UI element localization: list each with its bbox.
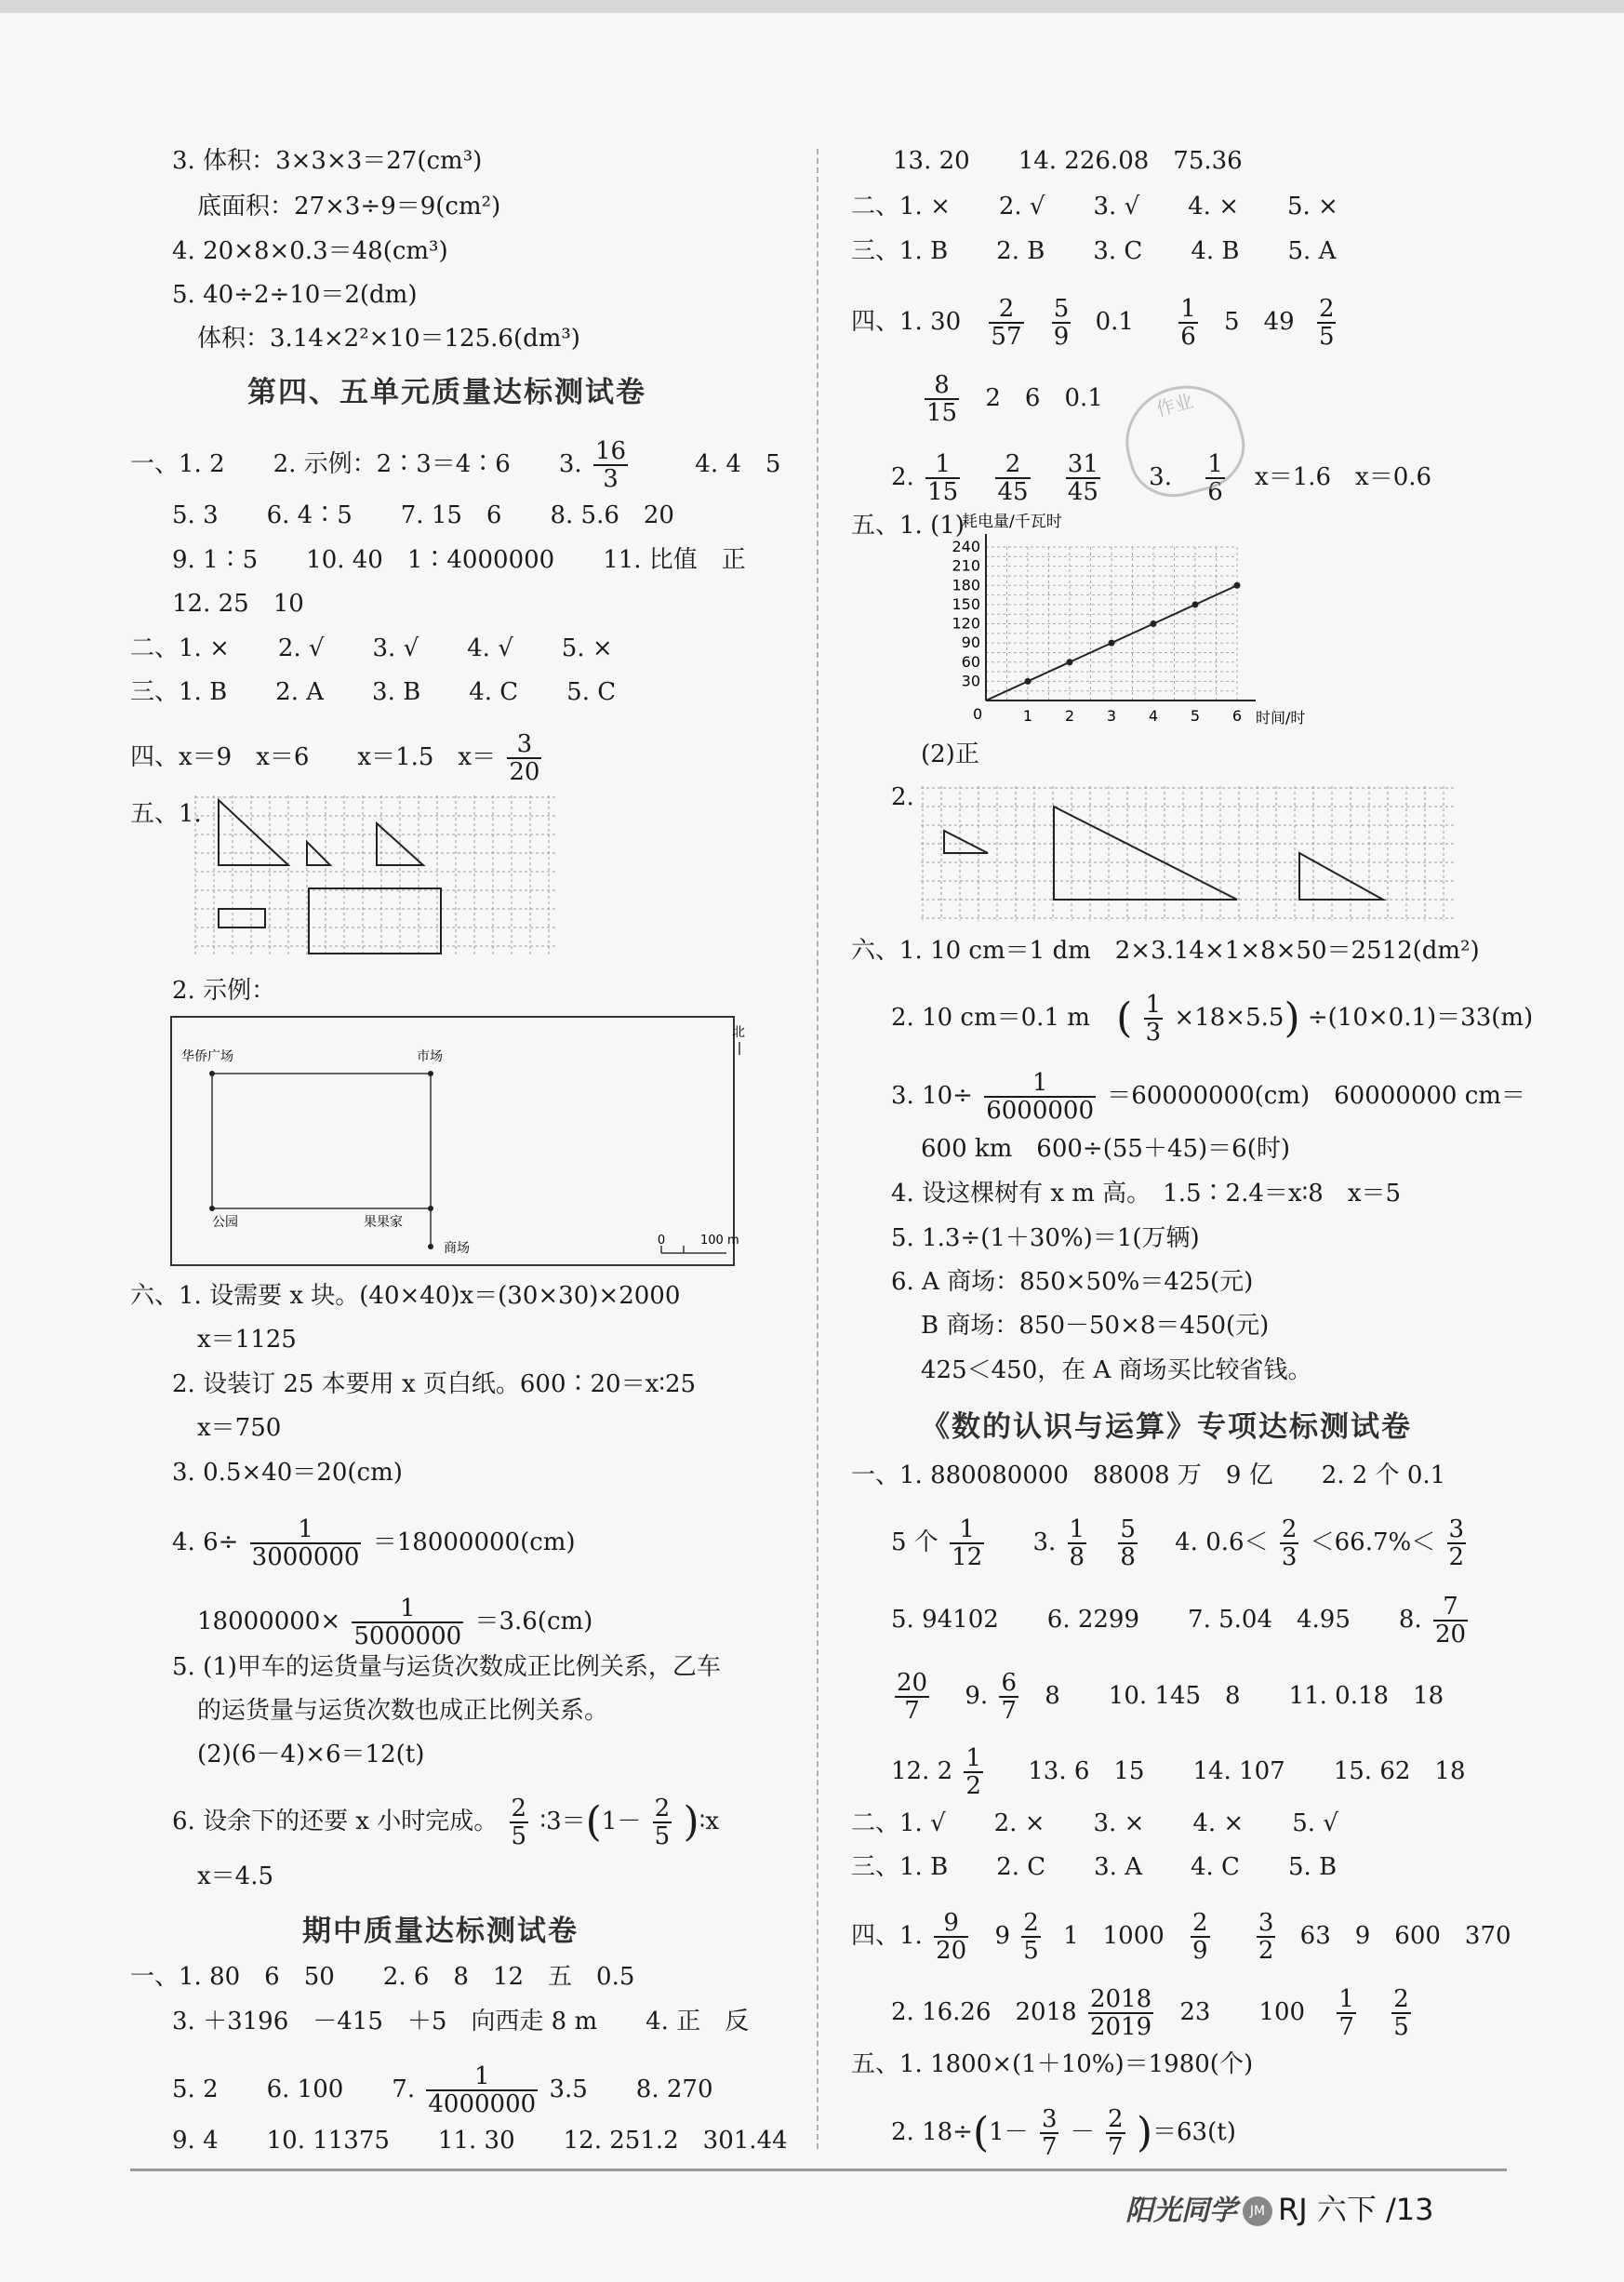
answer-line: x＝4.5: [197, 1862, 274, 1890]
answer-line: 9. 4 10. 11375 11. 30 12. 251.2 301.44: [172, 2127, 788, 2155]
answer-line: 六、1. 设需要 x 块。(40×40)x＝(30×30)×2000: [130, 1282, 681, 1310]
answer-line: 4. 20×8×0.3＝48(cm³): [172, 237, 448, 265]
fraction: $\frac{2}{5}$: [1023, 1909, 1039, 1965]
fraction: $\frac{1}{12}$: [952, 1515, 983, 1571]
fraction: $\frac{5}{8}$: [1120, 1515, 1136, 1571]
answer-line: 425＜450，在 A 商场买比较省钱。: [921, 1356, 1312, 1384]
fraction: $\frac{1}{4000000}$: [428, 2062, 537, 2118]
fraction: $\frac{7}{20}$: [1434, 1593, 1467, 1648]
answer-line: 的运货量与运货次数也成正比例关系。: [197, 1697, 609, 1725]
data-point: [1067, 659, 1073, 665]
answer-line: 二、1. √ 2. × 3. × 4. × 5. √: [851, 1809, 1338, 1837]
fraction: $\frac{2}{7}$: [1108, 2105, 1124, 2161]
answer-line: 5. (1)甲车的运货量与运货次数成正比例关系，乙车: [172, 1653, 721, 1681]
answer-line: 一、1. 2 2. 示例：2∶3＝4∶6 3. $\frac{16}{3}$ 4. 4 5: [130, 437, 781, 493]
answer-line: 五、1. (1): [851, 512, 965, 540]
footer-rule: [130, 2169, 1507, 2171]
data-point: [1192, 601, 1199, 607]
fraction: $\frac{31}{45}$: [1067, 450, 1098, 506]
rectangle-shape: [309, 888, 441, 954]
y-tick-label: 90: [961, 634, 980, 652]
answer-line: 3. 体积：3×3×3＝27(cm³): [172, 147, 483, 175]
scaled-triangles-grid: [921, 786, 1456, 921]
answer-line: 四、x＝9 x＝6 x＝1.5 x＝ $\frac{3}{20}$: [130, 730, 540, 786]
x-tick-label: 1: [1022, 707, 1033, 725]
answer-line: 3. ＋3196 －415 ＋5 向西走 8 m 4. 正 反: [172, 2008, 750, 2035]
fraction: $\frac{9}{20}$: [936, 1909, 967, 1965]
column-divider: [817, 149, 819, 2149]
scale-label: 0: [657, 1234, 666, 1248]
fraction: $\frac{2}{45}$: [997, 450, 1029, 506]
y-tick-label: 210: [952, 556, 980, 575]
answer-line: 2. 18÷(1－ $\frac{3}{7}$ － $\frac{2}{7}$ )＝63(t): [891, 2105, 1236, 2161]
answer-line: 底面积：27×3÷9＝9(cm²): [197, 193, 501, 220]
map-label: 公园: [212, 1215, 238, 1230]
answer-line: x＝1125: [197, 1326, 297, 1354]
answer-line: 2. 示例：: [172, 977, 276, 1005]
data-point: [1025, 678, 1032, 685]
y-tick-label: 180: [952, 576, 980, 594]
answer-line: 二、1. × 2. √ 3. √ 4. × 5. ×: [851, 193, 1338, 220]
answer-line: 4. 设这棵树有 x m 高。 1.5∶2.4＝x∶8 x＝5: [891, 1180, 1402, 1208]
rectangle-shape: [219, 909, 265, 927]
answer-line: 一、1. 880080000 88008 万 9 亿 2. 2 个 0.1: [851, 1461, 1446, 1489]
y-tick-label: 240: [952, 538, 980, 555]
location-map: [170, 1016, 745, 1267]
fraction: $\frac{2}{5}$: [1318, 295, 1335, 351]
fraction: $\frac{2}{5}$: [1393, 1985, 1409, 2041]
answer-line: 三、1. B 2. A 3. B 4. C 5. C: [130, 678, 617, 706]
y-tick-label: 150: [952, 594, 980, 613]
map-label: 果果家: [364, 1215, 403, 1230]
answer-line: 一、1. 80 6 50 2. 6 8 12 五 0.5: [130, 1963, 635, 1991]
fraction: $\frac{3}{2}$: [1258, 1909, 1274, 1965]
answer-line: 12. 25 10: [172, 590, 304, 618]
section-title: 第四、五单元质量达标测试卷: [247, 376, 646, 409]
triangle-shape: [1299, 853, 1383, 900]
fraction: $\frac{1}{7}$: [1338, 1985, 1354, 2041]
fraction: $\frac{1}{6}$: [1180, 295, 1196, 351]
y-tick-label: 120: [952, 614, 980, 633]
answer-line: 六、1. 10 cm＝1 dm 2×3.14×1×8×50＝2512(dm²): [851, 937, 1480, 965]
answer-line: 18000000× $\frac{1}{5000000}$ ＝3.6(cm): [197, 1595, 593, 1650]
y-tick-label: 60: [961, 652, 980, 671]
fraction: $\frac{20}{7}$: [897, 1669, 928, 1725]
x-tick-label: 5: [1190, 707, 1201, 725]
answer-line: 6. 设余下的还要 x 小时完成。 $\frac{2}{5}$ ∶3＝(1－ $\frac{2}{5}$ )∶x: [172, 1795, 720, 1850]
answer-line: $\frac{8}{15}$ 2 6 0.1: [926, 371, 1103, 427]
answer-line: (2)(6－4)×6＝12(t): [197, 1741, 425, 1768]
answer-line: 2. $\frac{1}{15}$ $\frac{2}{45}$ $\frac{31}{45}$ 3. $\frac{1}{6}$ x＝1.6 x＝0.6: [891, 450, 1432, 506]
answer-line: 三、1. B 2. B 3. C 4. B 5. A: [851, 237, 1337, 265]
fraction: $\frac{1}{6000000}$: [986, 1069, 1095, 1125]
origin-label: 0: [973, 705, 983, 723]
answer-line: 600 km 600÷(55＋45)＝6(时): [921, 1135, 1290, 1163]
x-tick-label: 2: [1064, 707, 1075, 725]
answer-line: (2)正: [921, 741, 979, 768]
answer-line: x＝750: [197, 1414, 282, 1442]
answer-line: 体积：3.14×2²×10＝125.6(dm³): [197, 325, 580, 353]
fraction: $\frac{2}{5}$: [654, 1795, 671, 1850]
answer-line: $\frac{20}{7}$ 9. $\frac{6}{7}$ 8 10. 145 8 11. 0.18 18: [897, 1669, 1444, 1725]
x-tick-label: 4: [1148, 707, 1159, 725]
answer-line: 12. 2 $\frac{1}{2}$ 13. 6 15 14. 107 15. 62 18: [891, 1744, 1466, 1800]
fraction: $\frac{8}{15}$: [926, 371, 958, 427]
fraction: $\frac{2}{9}$: [1192, 1909, 1208, 1965]
fraction: $\frac{3}{2}$: [1448, 1515, 1465, 1571]
page-footer: [1125, 2186, 1434, 2229]
fraction: $\frac{3}{7}$: [1041, 2105, 1058, 2161]
data-point: [1109, 640, 1115, 647]
fraction: $\frac{1}{3}$: [1145, 991, 1162, 1047]
page-number: RJ 六下 /13: [1278, 2192, 1434, 2227]
map-label: 市场: [417, 1049, 443, 1064]
answer-line: 四、1. 30 $\frac{2}{57}$ $\frac{5}{9}$ 0.1 $\frac{1}{6}$ 5 49 $\frac{2}{5}$: [851, 295, 1335, 351]
scale-label: 100 m: [700, 1234, 739, 1248]
fraction: $\frac{1}{6}$: [1207, 450, 1223, 506]
x-tick-label: 3: [1106, 707, 1117, 725]
y-tick-label: 30: [961, 672, 980, 690]
answer-line: B 商场：850－50×8＝450(元): [921, 1312, 1270, 1340]
triangle-shape: [219, 800, 288, 865]
fraction: $\frac{2}{5}$: [511, 1795, 527, 1850]
answer-line: 9. 1∶5 10. 40 1∶4000000 11. 比值 正: [172, 546, 746, 574]
data-point: [1234, 582, 1241, 589]
y-axis-label: 耗电量/千瓦时: [962, 513, 1062, 531]
brand-logo: 阳光同学: [1125, 2195, 1237, 2227]
answer-line: 13. 20 14. 226.08 75.36: [893, 147, 1243, 175]
fraction: $\frac{3}{20}$: [509, 730, 540, 786]
fraction: $\frac{2}{57}$: [991, 295, 1022, 351]
fraction: $\frac{1}{15}$: [927, 450, 959, 506]
x-tick-label: 6: [1231, 707, 1243, 725]
power-usage-chart: [921, 510, 1311, 728]
answer-line: 五、1.: [130, 800, 202, 828]
fraction: $\frac{2}{3}$: [1281, 1515, 1298, 1571]
stamp-watermark: 作业: [1113, 373, 1255, 508]
answer-line: 4. 6÷ $\frac{1}{3000000}$ ＝18000000(cm): [172, 1515, 576, 1571]
map-label: 商场: [444, 1241, 470, 1256]
answer-line: 5. 40÷2÷10＝2(dm): [172, 281, 418, 309]
answer-line: 三、1. B 2. C 3. A 4. C 5. B: [851, 1853, 1338, 1881]
fraction: $\frac{1}{8}$: [1069, 1515, 1085, 1571]
answer-line: 四、1. $\frac{9}{20}$ 9 $\frac{2}{5}$ 1 1000 $\frac{2}{9}$ $\frac{3}{2}$ 63 9 600 370: [851, 1909, 1511, 1965]
answer-line: 5. 1.3÷(1＋30%)＝1(万辆): [891, 1224, 1200, 1252]
fraction: $\frac{16}{3}$: [594, 437, 627, 493]
answer-line: 3. 10÷ $\frac{1}{6000000}$ ＝60000000(cm) 60000000 cm＝: [891, 1069, 1525, 1125]
answer-line: 五、1. 1800×(1＋10%)＝1980(个): [851, 2050, 1254, 2078]
brand-badge: JM: [1243, 2196, 1272, 2226]
section-title: 《数的认识与运算》专项达标测试卷: [921, 1410, 1412, 1444]
answer-line: 2.: [891, 783, 914, 811]
answer-line: 6. A 商场：850×50%＝425(元): [891, 1268, 1254, 1296]
data-point: [1151, 621, 1157, 627]
fraction: $\frac{5}{9}$: [1053, 295, 1070, 351]
map-label: 华侨广场: [181, 1049, 233, 1064]
answer-line: 2. 设装订 25 本要用 x 页白纸。600∶20＝x∶25: [172, 1370, 697, 1398]
similar-shapes-grid: [195, 795, 558, 955]
answer-line: 5. 2 6. 100 7. $\frac{1}{4000000}$ 3.5 8. 270: [172, 2062, 713, 2118]
answer-line: 3. 0.5×40＝20(cm): [172, 1459, 403, 1487]
triangle-shape: [944, 831, 988, 853]
answer-line: 5 个 $\frac{1}{12}$ 3. $\frac{1}{8}$ $\frac{5}{8}$ 4. 0.6＜ $\frac{2}{3}$ ＜66.7%＜ $\frac{3}{2}$: [891, 1515, 1465, 1571]
fraction: $\frac{1}{3000000}$: [251, 1515, 360, 1571]
triangle-shape: [307, 842, 330, 865]
north-label: 北: [732, 1025, 745, 1040]
answer-line: 2. 10 cm＝0.1 m ( $\frac{1}{3}$ ×18×5.5) ÷(10×0.1)＝33(m): [891, 991, 1534, 1047]
x-axis-label: 时间/时: [1256, 709, 1306, 727]
answer-line: 5. 94102 6. 2299 7. 5.04 4.95 8. $\frac{7}{20}$: [891, 1593, 1467, 1648]
answer-line: 5. 3 6. 4∶5 7. 15 6 8. 5.6 20: [172, 501, 674, 529]
answer-line: 2. 16.26 2018 $\frac{2018}{2019}$ 23 100 $\frac{1}{7}$ $\frac{2}{5}$: [891, 1985, 1409, 2041]
fraction: $\frac{1}{2}$: [965, 1744, 981, 1800]
fraction: $\frac{1}{5000000}$: [353, 1595, 462, 1650]
fraction: $\frac{6}{7}$: [1001, 1669, 1017, 1725]
fraction: $\frac{2018}{2019}$: [1089, 1985, 1152, 2041]
section-title: 期中质量达标测试卷: [302, 1915, 579, 1948]
answer-line: 二、1. × 2. √ 3. √ 4. √ 5. ×: [130, 634, 613, 662]
